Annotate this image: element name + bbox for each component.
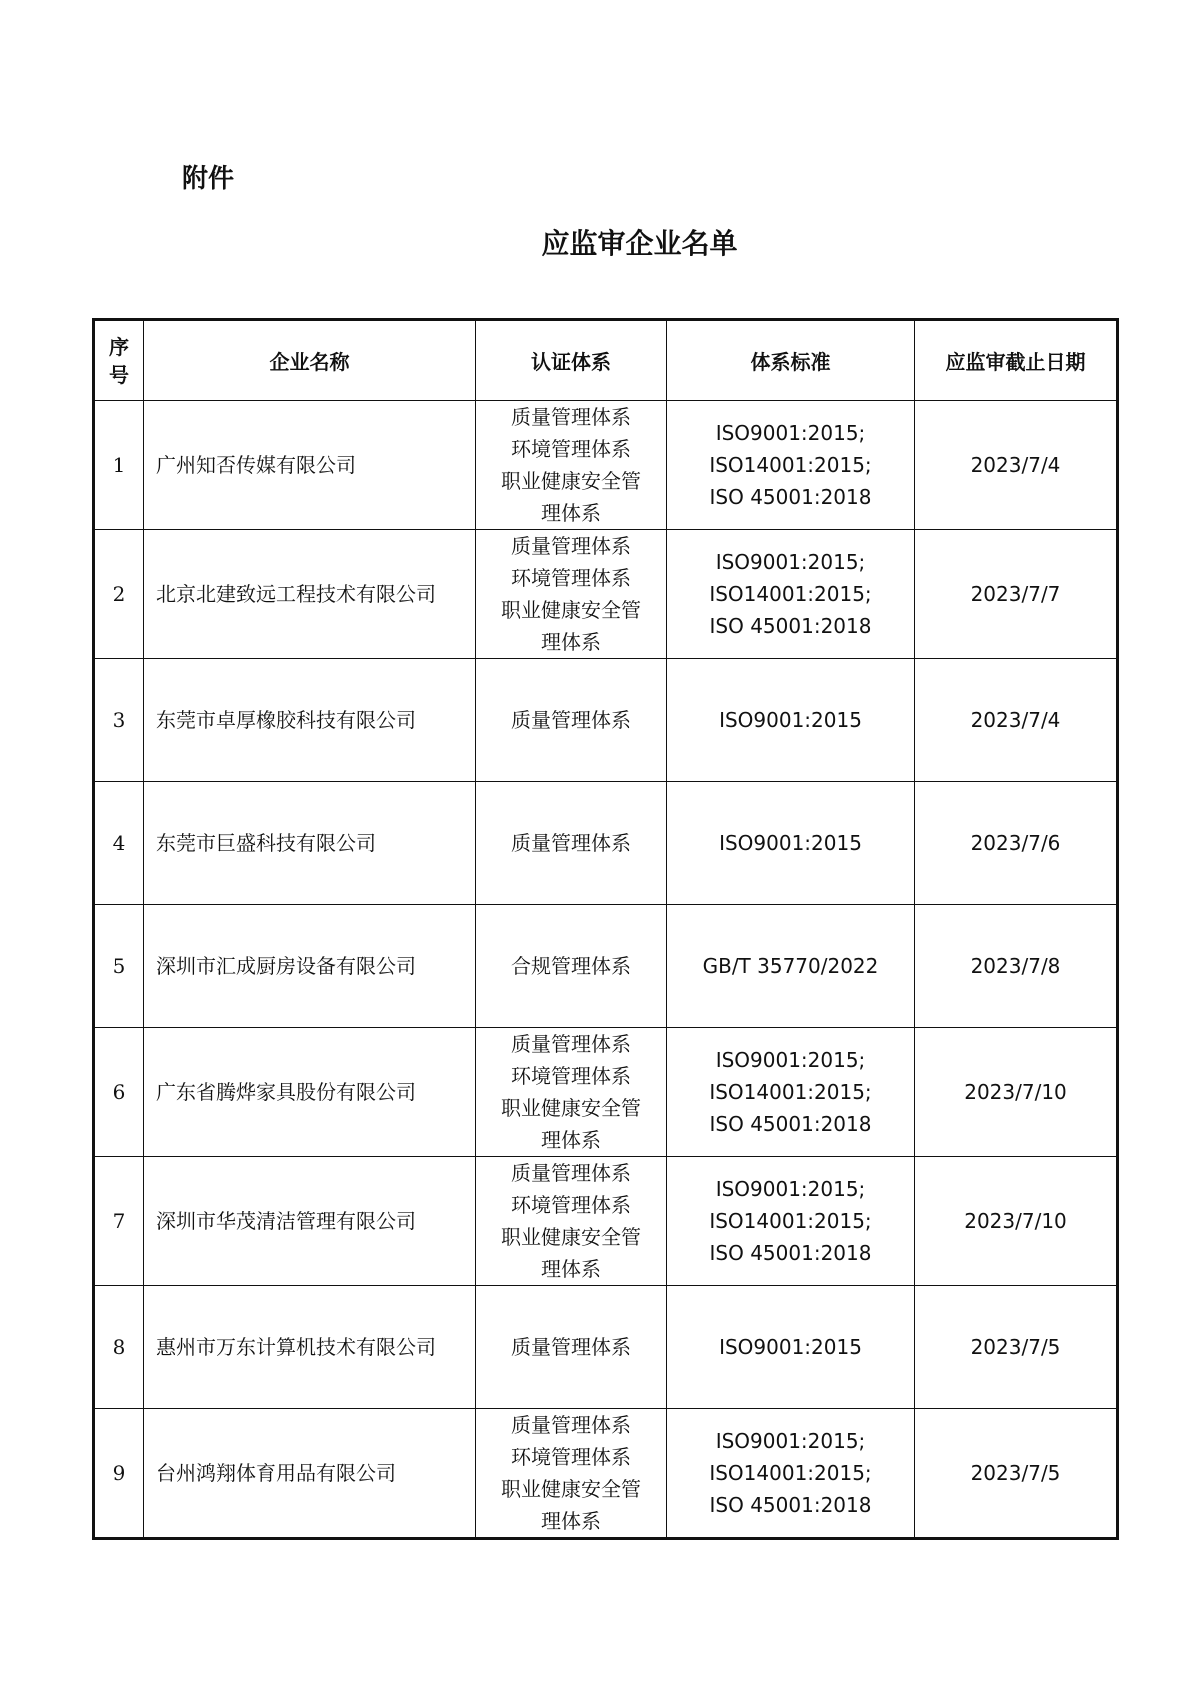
cell-company: 东莞市巨盛科技有限公司 bbox=[144, 782, 476, 905]
cell-company: 东莞市卓厚橡胶科技有限公司 bbox=[144, 659, 476, 782]
table-row bbox=[94, 530, 1118, 659]
cell-standard bbox=[667, 530, 915, 659]
cell-seq: 5 bbox=[94, 905, 144, 1028]
header-system: 认证体系 bbox=[476, 320, 667, 401]
cell-deadline: 2023/7/8 bbox=[915, 905, 1118, 1028]
table-body bbox=[94, 401, 1118, 1539]
header-company: 企业名称 bbox=[144, 320, 476, 401]
table-row bbox=[94, 1028, 1118, 1157]
cell-standard bbox=[667, 401, 915, 530]
system-line: 质量管理体系 bbox=[511, 1161, 631, 1185]
standard-line: ISO9001:2015 bbox=[719, 1335, 862, 1359]
header-standard: 体系标准 bbox=[667, 320, 915, 401]
system-line: 职业健康安全管 bbox=[501, 469, 641, 493]
system-line: 职业健康安全管 bbox=[501, 598, 641, 622]
system-line: 环境管理体系 bbox=[511, 1445, 631, 1469]
cell-deadline: 2023/7/10 bbox=[915, 1157, 1118, 1286]
standard-line: ISO 45001:2018 bbox=[709, 1493, 872, 1517]
cell-deadline: 2023/7/4 bbox=[915, 401, 1118, 530]
table-row bbox=[94, 1286, 1118, 1409]
cell-system bbox=[476, 905, 667, 1028]
standard-line: ISO9001:2015; bbox=[715, 1177, 866, 1201]
system-line: 环境管理体系 bbox=[511, 1064, 631, 1088]
standard-line: ISO14001:2015; bbox=[709, 1080, 872, 1104]
cell-seq: 7 bbox=[94, 1157, 144, 1286]
header-seq-line: 序 bbox=[109, 334, 129, 359]
cell-system bbox=[476, 659, 667, 782]
cell-company: 北京北建致远工程技术有限公司 bbox=[144, 530, 476, 659]
standard-line: ISO 45001:2018 bbox=[709, 614, 872, 638]
cell-company: 惠州市万东计算机技术有限公司 bbox=[144, 1286, 476, 1409]
cell-standard bbox=[667, 1028, 915, 1157]
cell-company: 台州鸿翔体育用品有限公司 bbox=[144, 1409, 476, 1539]
system-line: 质量管理体系 bbox=[511, 831, 631, 855]
system-line: 环境管理体系 bbox=[511, 566, 631, 590]
cell-system bbox=[476, 1409, 667, 1539]
standard-line: ISO9001:2015; bbox=[715, 550, 866, 574]
cell-system bbox=[476, 1028, 667, 1157]
system-line: 质量管理体系 bbox=[511, 405, 631, 429]
system-line: 职业健康安全管 bbox=[501, 1225, 641, 1249]
cell-system bbox=[476, 1286, 667, 1409]
cell-company: 广州知否传媒有限公司 bbox=[144, 401, 476, 530]
cell-standard bbox=[667, 1409, 915, 1539]
system-line: 环境管理体系 bbox=[511, 437, 631, 461]
cell-system bbox=[476, 530, 667, 659]
cell-seq: 2 bbox=[94, 530, 144, 659]
cell-standard bbox=[667, 1286, 915, 1409]
standard-line: ISO9001:2015 bbox=[719, 831, 862, 855]
system-line: 质量管理体系 bbox=[511, 1032, 631, 1056]
system-line: 理体系 bbox=[541, 1128, 601, 1152]
attachment-label: 附件 bbox=[182, 164, 235, 194]
cell-system bbox=[476, 1157, 667, 1286]
header-deadline: 应监审截止日期 bbox=[915, 320, 1118, 401]
standard-line: ISO14001:2015; bbox=[709, 453, 872, 477]
standard-line: GB/T 35770/2022 bbox=[702, 954, 879, 978]
standard-line: ISO 45001:2018 bbox=[709, 1241, 872, 1265]
cell-system bbox=[476, 782, 667, 905]
standard-line: ISO9001:2015; bbox=[715, 421, 866, 445]
cell-system bbox=[476, 401, 667, 530]
cell-standard bbox=[667, 659, 915, 782]
system-line: 理体系 bbox=[541, 501, 601, 525]
standard-line: ISO9001:2015 bbox=[719, 708, 862, 732]
cell-deadline: 2023/7/6 bbox=[915, 782, 1118, 905]
table-row bbox=[94, 401, 1118, 530]
system-line: 职业健康安全管 bbox=[501, 1096, 641, 1120]
document-title: 应监审企业名单 bbox=[541, 227, 738, 260]
table-row bbox=[94, 1157, 1118, 1286]
cell-seq: 1 bbox=[94, 401, 144, 530]
cell-deadline: 2023/7/10 bbox=[915, 1028, 1118, 1157]
system-line: 理体系 bbox=[541, 630, 601, 654]
standard-line: ISO 45001:2018 bbox=[709, 485, 872, 509]
system-line: 理体系 bbox=[541, 1509, 601, 1533]
cell-deadline: 2023/7/7 bbox=[915, 530, 1118, 659]
table-header-row bbox=[94, 320, 1118, 401]
table-row bbox=[94, 1409, 1118, 1539]
cell-deadline: 2023/7/5 bbox=[915, 1409, 1118, 1539]
cell-standard bbox=[667, 1157, 915, 1286]
table-row bbox=[94, 905, 1118, 1028]
cell-seq: 3 bbox=[94, 659, 144, 782]
cell-seq: 4 bbox=[94, 782, 144, 905]
standard-line: ISO 45001:2018 bbox=[709, 1112, 872, 1136]
system-line: 质量管理体系 bbox=[511, 534, 631, 558]
system-line: 理体系 bbox=[541, 1257, 601, 1281]
header-seq-line: 号 bbox=[109, 362, 129, 387]
system-line: 质量管理体系 bbox=[511, 1335, 631, 1359]
table-row bbox=[94, 659, 1118, 782]
cell-seq: 8 bbox=[94, 1286, 144, 1409]
standard-line: ISO14001:2015; bbox=[709, 1461, 872, 1485]
cell-company: 广东省腾烨家具股份有限公司 bbox=[144, 1028, 476, 1157]
cell-standard bbox=[667, 782, 915, 905]
system-line: 职业健康安全管 bbox=[501, 1477, 641, 1501]
cell-standard bbox=[667, 905, 915, 1028]
system-line: 质量管理体系 bbox=[511, 1413, 631, 1437]
system-line: 合规管理体系 bbox=[511, 954, 631, 978]
table-row bbox=[94, 782, 1118, 905]
standard-line: ISO9001:2015; bbox=[715, 1048, 866, 1072]
cell-deadline: 2023/7/4 bbox=[915, 659, 1118, 782]
standard-line: ISO14001:2015; bbox=[709, 582, 872, 606]
cell-seq: 6 bbox=[94, 1028, 144, 1157]
header-seq bbox=[94, 320, 144, 401]
company-table bbox=[92, 318, 1119, 1540]
cell-company: 深圳市汇成厨房设备有限公司 bbox=[144, 905, 476, 1028]
cell-company: 深圳市华茂清洁管理有限公司 bbox=[144, 1157, 476, 1286]
standard-line: ISO14001:2015; bbox=[709, 1209, 872, 1233]
system-line: 环境管理体系 bbox=[511, 1193, 631, 1217]
cell-seq: 9 bbox=[94, 1409, 144, 1539]
standard-line: ISO9001:2015; bbox=[715, 1429, 866, 1453]
cell-deadline: 2023/7/5 bbox=[915, 1286, 1118, 1409]
system-line: 质量管理体系 bbox=[511, 708, 631, 732]
